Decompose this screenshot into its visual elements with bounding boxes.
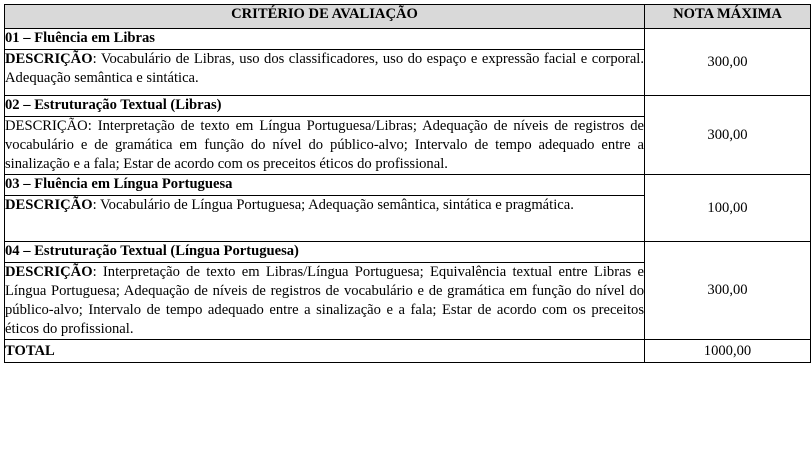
description-text: : Vocabulário de Libras, uso dos classificadores, uso do espaço e expressão facial e corporal. Adequação semântica e sintática. <box>5 51 644 86</box>
description-text: : Vocabulário de Língua Portuguesa; Adequação semântica, sintática e pragmática. <box>92 197 574 213</box>
criterion-title: 01 – Fluência em Libras <box>5 29 645 50</box>
criterion-description <box>5 117 645 175</box>
evaluation-criteria-table <box>4 4 811 363</box>
criterion-title-row <box>5 29 811 50</box>
max-score-column-header: NOTA MÁXIMA <box>645 5 811 29</box>
description-text: : Interpretação de texto em Língua Portuguesa/Libras; Adequação de níveis de registros de vocabulário e de gramática em função do nível do público-alvo; Intervalo de tempo adequado entre a sinalização e a fala; Estar de acordo com os preceitos éticos do profissional. <box>5 118 644 172</box>
description-label: DESCRIÇÃO <box>5 51 93 67</box>
criterion-description <box>5 196 645 242</box>
criterion-score: 100,00 <box>645 175 811 242</box>
total-row <box>5 340 811 363</box>
criterion-title: 03 – Fluência em Língua Portuguesa <box>5 175 645 196</box>
criterion-column-header: CRITÉRIO DE AVALIAÇÃO <box>5 5 645 29</box>
total-value: 1000,00 <box>645 340 811 363</box>
criterion-description <box>5 263 645 340</box>
header-row <box>5 5 811 29</box>
criterion-title: 04 – Estruturação Textual (Língua Portuguesa) <box>5 242 645 263</box>
description-label: DESCRIÇÃO <box>5 197 93 213</box>
criterion-description <box>5 50 645 96</box>
criterion-title-row <box>5 242 811 263</box>
description-label: DESCRIÇÃO <box>5 264 93 280</box>
total-label: TOTAL <box>5 340 645 363</box>
criterion-title-row <box>5 175 811 196</box>
criterion-score: 300,00 <box>645 96 811 175</box>
criterion-score: 300,00 <box>645 242 811 340</box>
description-text: : Interpretação de texto em Libras/Língua Portuguesa; Equivalência textual entre Libras e Língua Portuguesa; Adequação de níveis de registros de vocabulário e de gramática em função do nível do público-alvo; Intervalo de tempo adequado entre a sinalização e a fala; Estar de acordo com os preceitos éticos do profissional. <box>5 264 644 337</box>
criterion-score: 300,00 <box>645 29 811 96</box>
criterion-title: 02 – Estruturação Textual (Libras) <box>5 96 645 117</box>
description-label: DESCRIÇÃO <box>5 118 88 134</box>
criterion-title-row <box>5 96 811 117</box>
